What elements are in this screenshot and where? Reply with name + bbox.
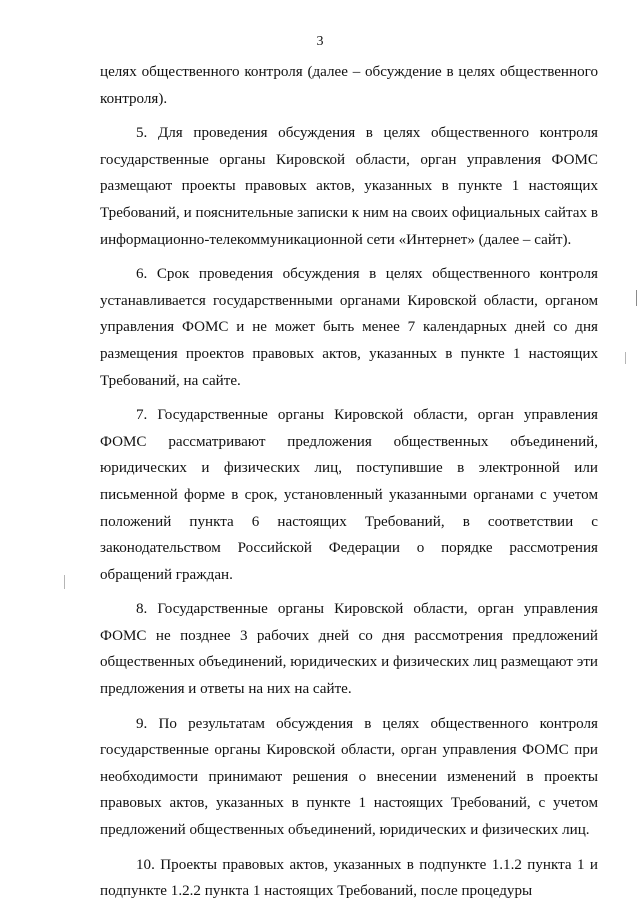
page-number: 3: [316, 34, 324, 49]
document-body: [100, 59, 598, 905]
paragraph-9: 9. По результатам обсуждения в целях общественного контроля государственные органы Кировской области, орган управления ФОМС при необходимости принимают решения о внесении изменений в проекты правовых актов, указанных в пункте 1 настоящих Требований, с учетом предложений общественных объединений, юридических и физических лиц.: [100, 715, 598, 839]
paragraph-7: 7. Государственные органы Кировской области, орган управления ФОМС рассматривают предложения общественных объединений, юридических и физических лиц, поступившие в электронной или письменной форме в срок, установленный указанными органами с учетом положений пункта 6 настоящих Требований, в соответствии с законодательством Российской Федерации о порядке рассмотрения обращений граждан.: [100, 407, 598, 583]
paragraph-10: 10. Проекты правовых актов, указанных в подпункте 1.1.2 пункта 1 и подпункте 1.2.2 пункта 1 настоящих Требований, после процедуры: [100, 856, 598, 900]
scan-margin-mark: [64, 575, 65, 589]
paragraph-8: 8. Государственные органы Кировской области, орган управления ФОМС не позднее 3 рабочих дней со дня рассмотрения предложений общественных объединений, юридических и физических лиц размещают эти предложения и ответы на них на сайте.: [100, 601, 598, 698]
scan-margin-mark: [625, 352, 626, 364]
paragraph-6: 6. Срок проведения обсуждения в целях общественного контроля устанавливается государственными органами Кировской области, органом управления ФОМС и не может быть менее 7 календарных дней со дня размещения проектов правовых актов, указанных в пункте 1 настоящих Требований, на сайте.: [100, 266, 598, 389]
paragraph-5: 5. Для проведения обсуждения в целях общественного контроля государственные органы Кировской области, орган управления ФОМС размещают проекты правовых актов, указанных в пункте 1 настоящих Требований, и пояснительные записки к ним на своих официальных сайтах в информационно-телекоммуникационной сети «Интернет» (далее – сайт).: [100, 125, 598, 248]
paragraph-continuation: целях общественного контроля (далее – обсуждение в целях общественного контроля).: [100, 64, 598, 107]
scan-margin-mark: [636, 290, 637, 306]
